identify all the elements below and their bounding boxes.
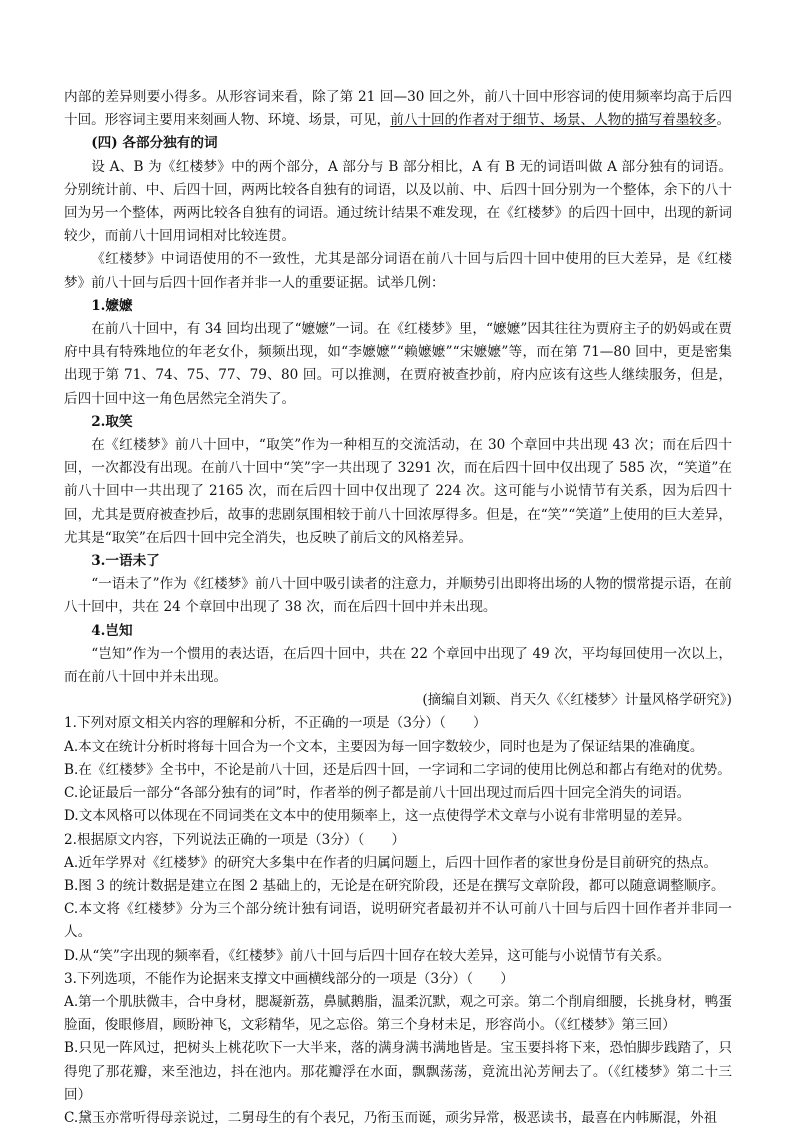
question-2-option-b: B.图 3 的统计数据是建立在图 2 基础上的，无论是在研究阶段，还是在撰写文章阶段，都可以随意调整顺序。 — [64, 877, 725, 894]
paragraph: 《红楼梦》中词语使用的不一致性，尤其是部分词语在前八十回与后四十回中使用的巨大差异，是《红楼梦》前八十回与后四十回作者并非一人的重要证据。试举几例： — [64, 251, 732, 291]
question-2-option-a: A.近年学界对《红楼梦》的研究大多集中在作者的归属问题上，后四十回作者的家世身份是目前研究的热点。 — [64, 854, 718, 871]
paragraph: 在前八十回中，有 34 回均出现了“嬷嬷”一词。在《红楼梦》里，“嬷嬷”因其往往为贾府主子的奶妈或在贾府中具有特殊地位的年老女仆，频频出现，如“李嬷嬷”“赖嬷嬷”“宋嬷嬷”等，而在第 71—80 回中，更是密集出现于第 71、74、75、77、79、80 回。可以推测，在贾府被查抄前，府内应该有这些人继续服务，但是，后四十回中这一角色居然完全消失了。 — [64, 321, 732, 407]
question-3-option-c: C.黛玉亦常听得母亲说过，二舅母生的有个表兄，乃衔玉而诞，顽劣异常，极恶读书，最喜在内帏厮混，外祖 — [64, 1109, 718, 1126]
paragraph: “一语未了”作为《红楼梦》前八十回中吸引读者的注意力，并顺势引出即将出场的人物的惯常提示语，在前八十回中，共在 24 个章回中出现了 38 次，而在后四十回中并未出现。 — [64, 576, 732, 616]
paragraph-text: 内部的差异则要小得多。从形容词来看，除了第 21 回—30 回之外，前八十回中形容词的使用频率均高于后四十回。形容词主要用来刻画人物、环境、场景，可见， — [64, 89, 732, 129]
question-1-option-a: A.本文在统计分析时将每十回合为一个文本，主要因为每一回字数较少，同时也是为了保证结果的准确度。 — [64, 738, 704, 755]
question-2-option-c: C.本文将《红楼梦》分为三个部分统计独有词语，说明研究者最初并不认可前八十回与后四十回作者并非同一人。 — [64, 901, 732, 941]
question-2-stem: 2.根据原文内容，下列说法正确的一项是（3分）（ ） — [64, 831, 406, 848]
section-heading-unique-words: (四) 各部分独有的词 — [91, 135, 218, 152]
question-1-option-d: D.文本风格可以体现在不同词类在文本中的使用频率上，这一点使得学术文章与小说有非常明显的差异。 — [64, 808, 691, 825]
question-3-option-b: B.只见一阵风过，把树头上桃花吹下一大半来，落的满身满书满地皆是。宝玉要抖将下来，恐怕脚步践踏了，只得兜了那花瓣，来至池边，抖在池内。那花瓣浮在水面，飘飘荡荡，竟流出沁芳闸去了。（《红楼梦》第二十三回） — [64, 1040, 732, 1103]
paragraph-adjective-analysis — [64, 86, 732, 132]
question-3-stem: 3.下列选项，不能作为论据来支撑文中画横线部分的一项是（3分）（ ） — [64, 970, 514, 987]
question-1-option-c: C.论证最后一部分“各部分独有的词”时，作者举的例子都是前八十回出现过而后四十回完全消失的词语。 — [64, 785, 691, 802]
paragraph: “岂知”作为一个惯用的表达语，在后四十回中，共在 22 个章回中出现了 49 次，平均每回使用一次以上，而在前八十回中并未出现。 — [64, 645, 732, 686]
question-2-option-d: D.从“笑”字出现的频率看，《红楼梦》前八十回与后四十回存在较大差异，这可能与小说情节有关系。 — [64, 947, 671, 964]
source-citation: (摘编自刘颖、肖天久《〈红楼梦〉计量风格学研究》) — [422, 692, 732, 709]
example-heading-momo: 1.嬷嬷 — [91, 297, 133, 314]
example-heading-quxiao: 2.取笑 — [91, 413, 133, 430]
example-heading-yiyuweiliao: 3.一语未了 — [91, 553, 160, 570]
question-1-stem: 1.下列对原文相关内容的理解和分析，不正确的一项是（3分）（ ） — [64, 715, 487, 732]
underlined-sentence: 前八十回的作者对于细节、场景、人物的描写着墨较多 — [390, 112, 717, 129]
paragraph: 在《红楼梦》前八十回中，“取笑”作为一种相互的交流活动，在 30 个章回中共出现 43 次；而在后四十回，一次都没有出现。在前八十回中“笑”字一共出现了 3291 次，而在后四十回中仅出现了 585 次，“笑道”在前八十回中一共出现了 2165 次，而在后四十回中仅出现了 224 次。这可能与小说情节有关系，因为后四十回，尤其是贾府被查抄后，故事的悲剧氛围相较于前八十回浓厚得多。但是，在“笑”“笑道”上使用的巨大差异，尤其是“取笑”在后四十回中完全消失，也反映了前后文的风格差异。 — [64, 437, 732, 546]
paragraph-text: 。 — [716, 112, 731, 129]
question-3-option-a: A.第一个肌肤微丰，合中身材，腮凝新荔，鼻腻鹅脂，温柔沉默，观之可亲。第二个削肩细腰，长挑身材，鸭蛋脸面，俊眼修眉，顾盼神飞，文彩精华，见之忘俗。第三个身材未足，形容尚小。（《红楼梦》第三回） — [64, 993, 732, 1034]
paragraph: 设 A、B 为《红楼梦》中的两个部分，A 部分与 B 部分相比，A 有 B 无的词语叫做 A 部分独有的词语。分别统计前、中、后四十回，两两比较各自独有的词语，以及以前、中、后四十回分别为一个整体，余下的八十回为另一个整体，两两比较各自独有的词语。通过统计结果不难发现，在《红楼梦》的后四十回中，出现的新词较少，而前八十回用词相对比较连贯。 — [64, 158, 732, 245]
example-heading-qizhi: 4.岂知 — [91, 622, 133, 639]
question-1-option-b: B.在《红楼梦》全书中，不论是前八十回，还是后四十回，一字词和二字词的使用比例总和都占有绝对的优势。 — [64, 761, 731, 778]
